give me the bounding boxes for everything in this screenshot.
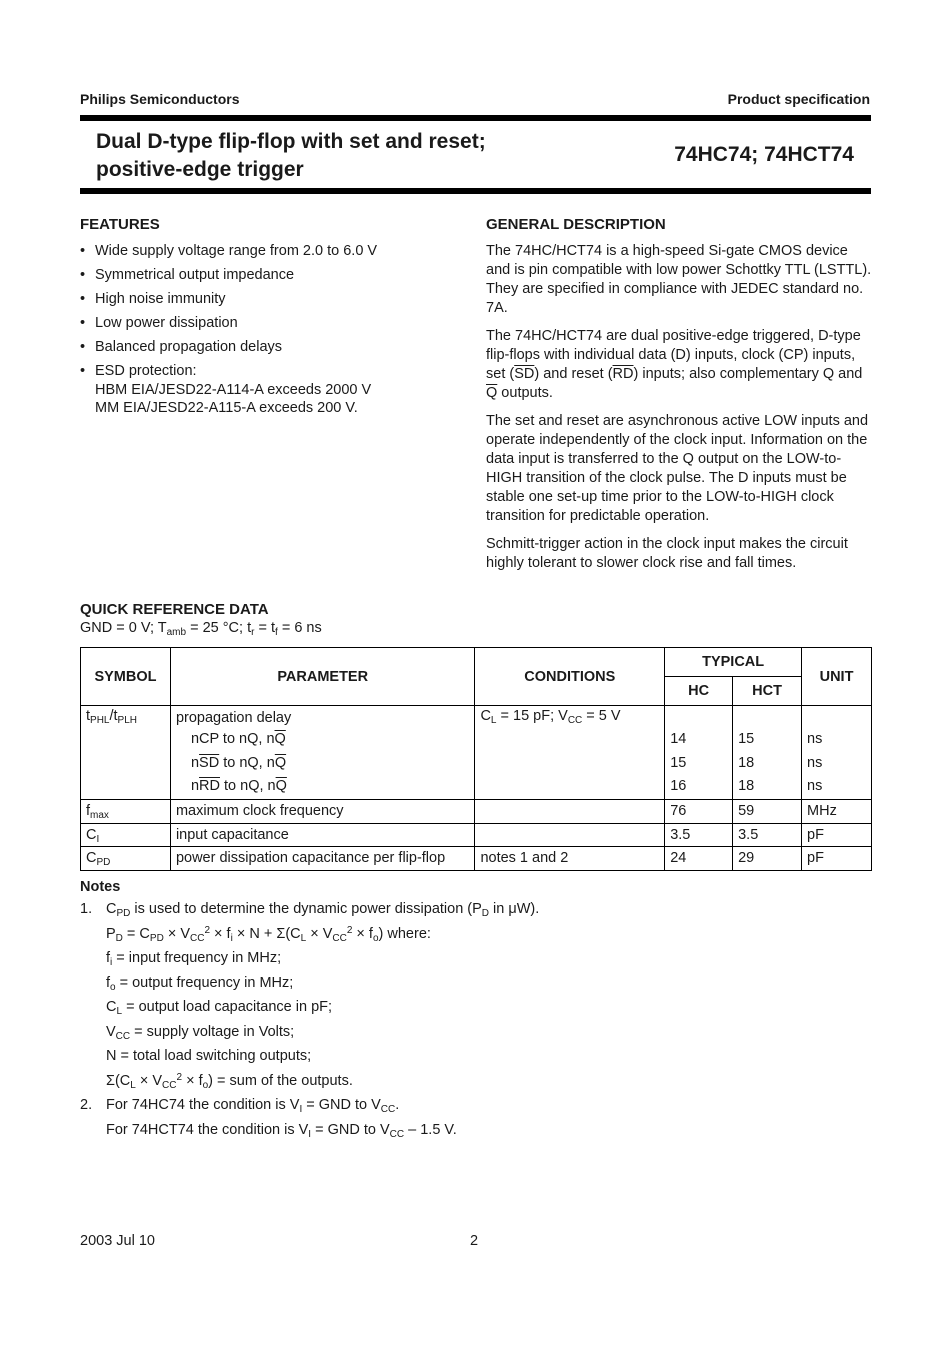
text-span: × f [210,925,231,942]
note-number: 2. [80,1097,93,1113]
features-heading: FEATURES [80,216,160,233]
title-line-2: positive-edge trigger [96,158,304,181]
cell-conditions [475,823,665,847]
text-span: = GND to V [311,1121,390,1138]
q-inverted: $\overline{Q}$ [486,385,498,401]
subscript: PD [116,908,131,919]
note-1-cl [80,995,870,1020]
cell-conditions: notes 1 and 2 [475,847,665,871]
quick-reference-section [80,601,322,638]
text-span: = 6 ns [277,620,322,636]
cell-symbol [81,823,171,847]
text-span: f [86,803,91,820]
features-list [80,242,460,418]
q-inverted: $\overline{Q}$ [274,731,286,747]
table-row [81,823,872,847]
note-1-formula [80,922,870,947]
header-rule-top [80,115,871,121]
cell-parameter: input capacitance [170,823,474,847]
param-title: propagation delay [175,710,292,726]
quick-reference-heading: QUICK REFERENCE DATA [80,601,269,618]
subscript: I [299,1104,303,1115]
text-span: = input frequency in MHz; [112,950,282,966]
cell-unit [802,706,872,800]
text-span: × N + Σ(C [232,925,301,942]
text-span: × V [163,925,191,942]
text-span: For 74HC74 the condition is V [106,1097,300,1113]
note-1-sum [80,1069,870,1094]
cell-hct [733,706,802,800]
text-span: ) inputs; also complementary Q and [633,366,863,382]
text-span: × V [306,925,333,942]
feature-item: • High noise immunity [80,290,460,309]
notes-section [80,879,870,1142]
text-span: GND = 0 V; T [80,620,167,636]
col-parameter: PARAMETER [170,648,474,706]
text-span: × f [182,1072,203,1089]
text-span: is used to determine the dynamic power dissipation (P [130,901,482,917]
text-span: – 1.5 V. [404,1121,457,1138]
header-rule-bottom [80,188,871,194]
note-1-n: N = total load switching outputs; [106,1048,312,1064]
subscript: D [481,908,490,919]
text-span: = 15 pF; V [496,708,568,724]
text-span: = t [254,620,276,636]
subscript: L [116,1006,123,1017]
q-inverted: $\overline{Q}$ [274,754,287,771]
quick-reference-table-wrap [80,647,872,871]
cell-parameter [170,706,474,800]
param-sub-2 [176,752,469,776]
text-span: × f [352,925,373,942]
cell-unit: pF [802,847,872,871]
note-2-line-2 [80,1118,870,1143]
text-span: = 25 °C; t [186,620,252,636]
subscript: L [490,715,497,726]
subscript: max [90,810,109,822]
subscript: f [275,627,278,638]
subscript: CC [389,1128,405,1140]
text-span: /t [109,708,118,724]
subscript: i [230,932,233,944]
text-span: = supply voltage in Volts; [130,1023,295,1040]
col-hc: HC [665,677,733,706]
feature-item: • Low power dissipation [80,314,460,333]
description-paragraph-2 [486,327,872,403]
note-1 [80,897,870,922]
description-paragraph-4: Schmitt-trigger action in the clock input makes the circuit highly tolerant to slower clock rise and fall times. [486,536,848,571]
description-paragraph-3: The set and reset are asynchronous active LOW inputs and operate independently of the clock input. Information on the data input is transferred to the Q output on the LOW-to-HIGH transition of the clock pulse. The D inputs must be stable one set-up time prior to the LOW-to-HIGH clock transition for predictable operation. [486,413,869,524]
cell-hct: 59 [733,800,802,824]
text-span: C [480,708,491,724]
cell-unit: MHz [802,800,872,824]
reset-inverted: $\overline{RD}$ [199,778,220,794]
subscript: CC [567,715,583,726]
footer-date: 2003 Jul 10 [80,1233,155,1249]
value: 16 [670,778,687,794]
text-span: P [106,925,116,942]
cell-unit: pF [802,823,872,847]
value: ns [807,754,823,771]
subscript: I [96,833,100,845]
cell-hc: 3.5 [665,823,733,847]
note-1-fo [80,971,870,996]
text-span: × V [135,1072,163,1089]
text-span: For 74HCT74 the condition is V [106,1121,309,1138]
subscript: PLH [117,715,137,726]
text-span: f [106,974,111,991]
text-span: C [106,999,117,1015]
text-span: = output load capacitance in pF; [122,999,333,1015]
cell-hc: 24 [665,847,733,871]
subscript: o [372,932,379,944]
text-span: ) where: [378,925,431,942]
title-line-1: Dual D-type flip-flop with set and reset; [96,130,486,153]
table-header-row [81,648,872,677]
col-typical: TYPICAL [665,648,802,677]
table-row [81,706,872,800]
superscript: 2 [204,924,211,936]
text-span: nCP to nQ, n [190,731,275,747]
text-span: = C [122,925,150,942]
set-inverted: $\overline{SD}$ [514,366,535,382]
value: ns [807,778,823,794]
superscript: 2 [346,924,353,936]
subscript: L [130,1079,136,1091]
text-span: f [106,950,111,966]
text-span: to nQ, n [219,754,275,771]
subscript: I [308,1128,312,1140]
text-span: C [106,901,117,917]
value: 14 [670,731,687,747]
value: 15 [738,731,755,747]
text-span: to nQ, n [219,778,276,794]
company-name: Philips Semiconductors [80,91,240,107]
note-2 [80,1093,870,1118]
esd-hbm: HBM EIA/JESD22-A114-A exceeds 2000 V [95,381,372,398]
text-span: Σ(C [106,1072,131,1089]
subscript: PHL [90,715,110,726]
subscript: o [202,1079,209,1091]
cell-symbol [81,706,171,800]
value: 15 [670,754,687,771]
cell-hct: 3.5 [733,823,802,847]
feature-item: • Balanced propagation delays [80,338,460,357]
quick-reference-conditions [80,619,322,638]
notes-heading: Notes [80,879,121,895]
subscript: CC [380,1104,396,1115]
subscript: PD [96,857,111,869]
note-1-fi [80,946,870,971]
document-type: Product specification [727,91,870,107]
text-span: V [106,1023,116,1040]
table-row [81,847,872,871]
subscript: o [110,981,116,993]
superscript: 2 [176,1071,183,1083]
note-1-vcc [80,1020,870,1045]
col-unit: UNIT [802,648,872,706]
text-span: t [86,708,91,724]
description-paragraph-1: The 74HC/HCT74 is a high-speed Si-gate CMOS device and is pin compatible with low power Schottky TTL (LSTTL). They are specified in compliance with JEDEC standard no. 7A. [486,243,872,316]
quick-reference-table [80,647,872,871]
value: 18 [738,754,755,771]
param-sub-1 [176,728,469,752]
cell-hc [665,706,733,800]
cell-parameter: power dissipation capacitance per flip-flop [170,847,474,871]
text-span: The 74HC/HCT74 are dual positive-edge triggered, D-type flip-flops with individual data (D) inputs, clock (CP) inputs, set ( [486,328,861,382]
features-section [80,216,460,423]
general-description-section [486,216,872,582]
table-row [81,800,872,824]
set-inverted: $\overline{SD}$ [199,754,220,771]
esd-mm: MM EIA/JESD22-A115-A exceeds 200 V. [95,400,358,416]
subscript: CC [332,932,347,944]
general-description-heading: GENERAL DESCRIPTION [486,216,666,233]
feature-item: • Symmetrical output impedance [80,266,460,285]
feature-item-esd [80,362,460,418]
text-span: ) = sum of the outputs. [208,1072,353,1089]
text-span: n [190,754,200,771]
footer-page-number: 2 [470,1233,479,1249]
text-span: = 5 V [582,708,621,724]
param-sub-3 [176,775,469,799]
text-span: C [86,826,97,843]
subscript: D [115,932,123,944]
cell-conditions [475,706,665,800]
subscript: r [251,627,255,638]
text-span: . [395,1097,400,1113]
value: ns [807,731,823,747]
text-span: ) and reset ( [534,366,613,382]
subscript: amb [166,627,187,638]
cell-symbol [81,800,171,824]
cell-hc: 76 [665,800,733,824]
cell-parameter: maximum clock frequency [170,800,474,824]
part-number: 74HC74; 74HCT74 [674,143,854,166]
col-conditions: CONDITIONS [475,648,665,706]
text-span: C [86,850,97,867]
subscript: CC [190,932,205,944]
q-inverted: $\overline{Q}$ [275,778,287,794]
col-symbol: SYMBOL [81,648,171,706]
text-span: = GND to V [302,1097,381,1113]
reset-inverted: $\overline{RD}$ [612,366,634,382]
value: 18 [738,778,755,794]
cell-symbol [81,847,171,871]
document-title [96,128,486,184]
text-span: n [190,778,200,794]
note-number: 1. [80,901,93,917]
subscript: CC [162,1079,177,1091]
col-hct: HCT [733,677,802,706]
feature-item: • Wide supply voltage range from 2.0 to 6.0 V [80,242,460,261]
esd-label: • ESD protection: [95,363,197,379]
text-span: = output frequency in MHz; [115,974,294,991]
subscript: L [300,932,307,944]
subscript: PD [149,932,164,944]
text-span: outputs. [497,385,553,401]
cell-conditions [475,800,665,824]
cell-hct: 29 [733,847,802,871]
subscript: i [110,957,113,968]
text-span: in μW). [489,901,540,917]
subscript: CC [115,1030,131,1042]
